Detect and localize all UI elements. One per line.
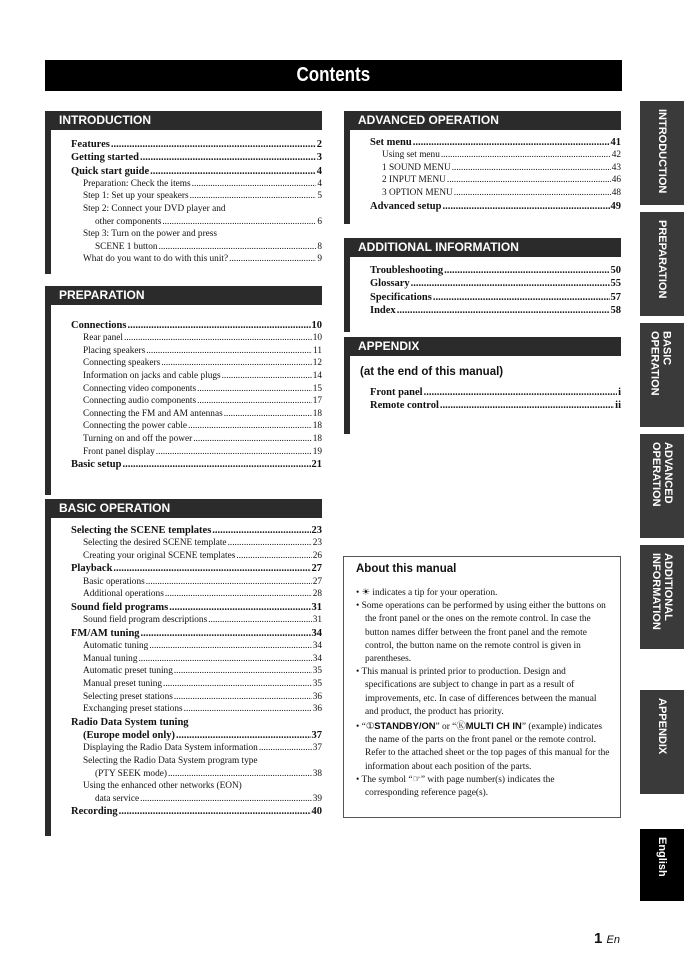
toc-entry <box>71 614 322 627</box>
toc-entry-title: Basic setup <box>71 459 122 471</box>
tab-additional-information[interactable]: ADDITIONAL INFORMATION <box>640 545 684 649</box>
toc-entry-title: Using set menu <box>382 150 440 161</box>
section-additional-information <box>344 238 621 332</box>
tab-english[interactable]: English <box>640 829 684 901</box>
toc-entry-title: data service <box>95 793 140 804</box>
toc-entry <box>71 729 322 742</box>
toc-entry-title: Front panel <box>370 387 423 398</box>
toc-entry <box>71 241 322 254</box>
toc-entry-title: Advanced setup <box>370 200 442 212</box>
toc-entry-title: Front panel display <box>83 446 155 457</box>
toc-entry <box>370 187 621 200</box>
tab-introduction[interactable]: INTRODUCTION <box>640 101 684 205</box>
toc-entry-title: Step 1: Set up your speakers <box>83 191 189 202</box>
toc-entry-page: 36 <box>312 704 322 715</box>
toc-entry <box>370 399 621 412</box>
about-item: • This manual is printed prior to production. Design and specifications are subject to change in part as a result of improvements, etc. In case of differences between the manual and product, the product has priority. <box>356 666 610 719</box>
toc-entry-page: 6 <box>317 216 322 227</box>
section-heading: ADDITIONAL INFORMATION <box>344 238 621 257</box>
toc-entry-title: Connecting video components <box>83 383 197 394</box>
toc-entry-page: 48 <box>611 188 621 199</box>
toc-entry <box>370 264 621 277</box>
toc-entry <box>71 383 322 396</box>
toc-entry <box>370 174 621 187</box>
toc-entry-title: Automatic tuning <box>83 641 149 652</box>
toc-entry-title: Selecting the SCENE templates <box>71 525 212 536</box>
page-number: 1 En <box>594 930 620 947</box>
toc-entry-page: 43 <box>611 162 621 173</box>
toc-entry-page: 18 <box>312 421 322 432</box>
toc-entry-page: 12 <box>312 358 322 369</box>
toc-entry <box>71 370 322 383</box>
about-this-manual-box <box>343 556 621 818</box>
toc-entry-title: Set menu <box>370 137 412 148</box>
toc-entry-title: Selecting the Radio Data System program type <box>83 755 258 766</box>
toc-entry <box>370 149 621 162</box>
toc-entry <box>370 304 621 317</box>
section-advanced-operation <box>344 111 621 224</box>
toc-entry-title: Displaying the Radio Data System information <box>83 743 258 754</box>
toc-entry <box>71 524 322 537</box>
toc-entry <box>370 291 621 304</box>
toc-entry-title: Step 3: Turn on the power and press <box>83 229 218 240</box>
toc-entry-title: Creating your original SCENE templates <box>83 550 236 561</box>
toc-entry-page: 9 <box>317 254 322 265</box>
appendix-subheading: (at the end of this manual) <box>360 366 504 378</box>
section-heading: ADVANCED OPERATION <box>344 111 621 130</box>
toc-entry-page: 8 <box>317 241 322 252</box>
section-appendix <box>344 337 621 434</box>
toc-entry <box>71 228 322 241</box>
about-item: • “①STANDBY/ON” or “ⓀMULTI CH IN” (example) indicates the name of the parts on the front panel or the remote control. Refer to the attached sheet or the top pages of this manual for the information about each position of the parts. <box>356 719 610 774</box>
toc-entry <box>71 793 322 806</box>
about-item: • ☀ indicates a tip for your operation. <box>356 587 610 600</box>
toc-entry-page: 3 <box>316 152 322 164</box>
toc-entry-title: Rear panel <box>83 333 124 344</box>
toc-entry <box>71 780 322 793</box>
tip-icon: ☀ <box>361 588 371 598</box>
toc-entry-page: 10 <box>311 320 322 331</box>
section-heading: APPENDIX <box>344 337 621 356</box>
toc-entry-title: (PTY SEEK mode) <box>95 768 167 779</box>
toc-entry-page: 15 <box>312 383 322 394</box>
toc-entry-title: 1 SOUND MENU <box>382 162 451 173</box>
toc-entry <box>71 178 322 191</box>
toc-entry-title: Connecting the power cable <box>83 421 188 432</box>
toc-entry-page: 28 <box>312 589 322 600</box>
section-heading: PREPARATION <box>45 286 322 305</box>
toc-entry <box>71 446 322 459</box>
toc-entry <box>71 408 322 421</box>
toc-entry-page: 4 <box>316 165 322 177</box>
toc-entry-page: 17 <box>312 396 322 407</box>
toc-entry-title: Playback <box>71 563 113 575</box>
toc-entry <box>370 200 621 213</box>
toc-entry-page: 46 <box>611 175 621 186</box>
toc-entry-page: 19 <box>312 446 322 457</box>
toc-entry <box>71 678 322 691</box>
toc-list <box>370 264 621 317</box>
toc-entry-page: 10 <box>312 333 322 344</box>
toc-entry <box>71 805 322 818</box>
toc-entry-title: Sound field programs <box>71 601 169 613</box>
toc-list <box>71 319 322 472</box>
toc-list <box>71 524 322 819</box>
toc-entry-page: 31 <box>311 601 322 613</box>
toc-entry-title: Step 2: Connect your DVD player and <box>83 204 226 215</box>
toc-entry-page: 55 <box>610 278 621 290</box>
toc-entry-page: 40 <box>311 806 322 818</box>
section-preparation <box>45 286 322 495</box>
toc-entry-page: 39 <box>312 793 322 804</box>
toc-entry <box>71 395 322 408</box>
toc-entry <box>370 277 621 290</box>
toc-entry <box>71 190 322 203</box>
toc-entry-page: 11 <box>313 345 322 356</box>
toc-entry-title: Quick start guide <box>71 165 150 177</box>
toc-entry-page: 50 <box>610 265 621 276</box>
toc-entry <box>71 588 322 601</box>
section-heading: BASIC OPERATION <box>45 499 322 518</box>
toc-entry-title: SCENE 1 button <box>95 241 158 252</box>
toc-entry <box>71 216 322 229</box>
toc-entry-title: Glossary <box>370 278 410 290</box>
toc-entry-title: Radio Data System tuning <box>71 716 189 728</box>
toc-entry <box>370 386 621 399</box>
toc-entry-page: 37 <box>311 730 322 742</box>
toc-entry-page: 38 <box>312 768 322 779</box>
toc-entry <box>71 576 322 589</box>
section-heading: INTRODUCTION <box>45 111 322 130</box>
toc-entry <box>71 550 322 563</box>
tab-appendix[interactable]: APPENDIX <box>640 690 684 794</box>
toc-list <box>370 136 621 213</box>
toc-entry-title: Troubleshooting <box>370 265 444 276</box>
about-title: About this manual <box>356 563 457 575</box>
toc-entry <box>71 640 322 653</box>
toc-entry-title: Remote control <box>370 400 439 412</box>
toc-entry-page: 36 <box>312 691 322 702</box>
toc-entry-page: 35 <box>312 666 322 677</box>
toc-entry-page: 23 <box>311 525 322 536</box>
toc-entry-title: Selecting preset stations <box>83 691 173 702</box>
toc-entry-page: 27 <box>311 563 322 575</box>
toc-entry-title: Getting started <box>71 152 139 164</box>
toc-entry-page: 26 <box>312 550 322 561</box>
toc-entry <box>71 653 322 666</box>
toc-list <box>71 138 322 266</box>
toc-entry-page: 58 <box>610 304 621 316</box>
toc-entry <box>71 253 322 266</box>
toc-entry <box>71 203 322 216</box>
toc-entry <box>370 162 621 175</box>
toc-entry-title: Additional operations <box>83 589 164 600</box>
toc-entry-title: (Europe model only) <box>83 730 175 742</box>
toc-entry-page: i <box>618 387 621 398</box>
toc-entry-title: Placing speakers <box>83 345 146 356</box>
toc-entry <box>71 458 322 471</box>
toc-entry-page: 34 <box>312 653 322 664</box>
toc-entry-page: 27 <box>312 576 322 587</box>
toc-entry <box>71 332 322 345</box>
toc-entry <box>71 768 322 781</box>
toc-entry-title: Turning on and off the power <box>83 434 193 445</box>
toc-entry-title: Selecting the desired SCENE template <box>83 538 227 549</box>
toc-entry <box>71 357 322 370</box>
toc-entry <box>71 691 322 704</box>
toc-entry-page: 34 <box>312 641 322 652</box>
toc-entry-title: What do you want to do with this unit? <box>83 254 229 265</box>
about-item: • Some operations can be performed by using either the buttons on the front panel or the ones on the remote control. In case the button names differ between the front panel and the remote control, the button name on the remote control is given in parentheses. <box>356 600 610 666</box>
toc-entry-title: Connecting speakers <box>83 358 161 369</box>
toc-entry-title: Index <box>370 304 396 316</box>
toc-entry-title: Connections <box>71 320 127 331</box>
about-item: • The symbol “☞” with page number(s) indicates the corresponding reference page(s). <box>356 774 610 800</box>
toc-entry-page: 23 <box>312 538 322 549</box>
toc-entry-title: Exchanging preset stations <box>83 704 183 715</box>
toc-entry-title: other components <box>95 216 162 227</box>
toc-entry-title: Basic operations <box>83 576 145 587</box>
toc-entry <box>71 537 322 550</box>
toc-entry <box>71 562 322 575</box>
toc-entry-page: 35 <box>312 678 322 689</box>
toc-entry-page: 18 <box>312 408 322 419</box>
toc-entry <box>71 420 322 433</box>
toc-entry <box>71 755 322 768</box>
toc-entry <box>71 165 322 178</box>
toc-entry-title: Automatic preset tuning <box>83 666 173 677</box>
toc-entry <box>71 703 322 716</box>
toc-entry-title: FM/AM tuning <box>71 627 140 639</box>
toc-entry-page: ii <box>615 400 621 412</box>
reference-icon: ☞ <box>412 774 421 785</box>
toc-entry <box>370 136 621 149</box>
toc-entry <box>71 716 322 729</box>
toc-entry <box>71 601 322 614</box>
section-basic-operation <box>45 499 322 836</box>
toc-entry-title: Information on jacks and cable plugs <box>83 371 221 382</box>
toc-entry-page: 34 <box>311 627 322 639</box>
toc-entry <box>71 665 322 678</box>
tab-basic-operation[interactable]: BASIC OPERATION <box>640 323 684 427</box>
toc-entry-page: 31 <box>312 615 322 626</box>
toc-entry-page: 37 <box>312 743 322 754</box>
toc-entry-page: 14 <box>312 371 322 382</box>
toc-entry <box>71 627 322 640</box>
toc-entry-page: 4 <box>317 178 322 189</box>
toc-entry-page: 42 <box>611 150 621 161</box>
toc-entry-page: 18 <box>312 434 322 445</box>
toc-entry-title: Features <box>71 139 110 150</box>
page-title: Contents <box>45 60 622 91</box>
toc-entry-page: 41 <box>610 137 621 148</box>
toc-entry-title: Manual tuning <box>83 653 138 664</box>
toc-list <box>370 386 621 413</box>
section-introduction <box>45 111 322 274</box>
toc-entry-title: Connecting the FM and AM antennas <box>83 408 223 419</box>
toc-entry-page: 2 <box>316 139 322 150</box>
toc-entry-title: 3 OPTION MENU <box>382 188 453 199</box>
toc-entry <box>71 433 322 446</box>
tab-preparation[interactable]: PREPARATION <box>640 212 684 316</box>
toc-entry-title: Specifications <box>370 291 432 303</box>
toc-entry-title: Using the enhanced other networks (EON) <box>83 781 242 792</box>
tab-advanced-operation[interactable]: ADVANCED OPERATION <box>640 434 684 538</box>
toc-entry-title: Recording <box>71 806 118 818</box>
toc-entry-page: 57 <box>610 291 621 303</box>
toc-entry-page: 21 <box>311 459 322 471</box>
toc-entry-title: Preparation: Check the items <box>83 178 191 189</box>
toc-entry <box>71 138 322 151</box>
toc-entry <box>71 151 322 164</box>
toc-entry-title: Manual preset tuning <box>83 678 163 689</box>
toc-entry-page: 49 <box>610 200 621 212</box>
toc-entry <box>71 742 322 755</box>
toc-entry-title: 2 INPUT MENU <box>382 175 446 186</box>
toc-entry-title: Connecting audio components <box>83 396 197 407</box>
toc-entry <box>71 319 322 332</box>
toc-entry <box>71 345 322 358</box>
toc-entry-title: Sound field program descriptions <box>83 615 208 626</box>
toc-entry-page: 5 <box>317 191 322 202</box>
